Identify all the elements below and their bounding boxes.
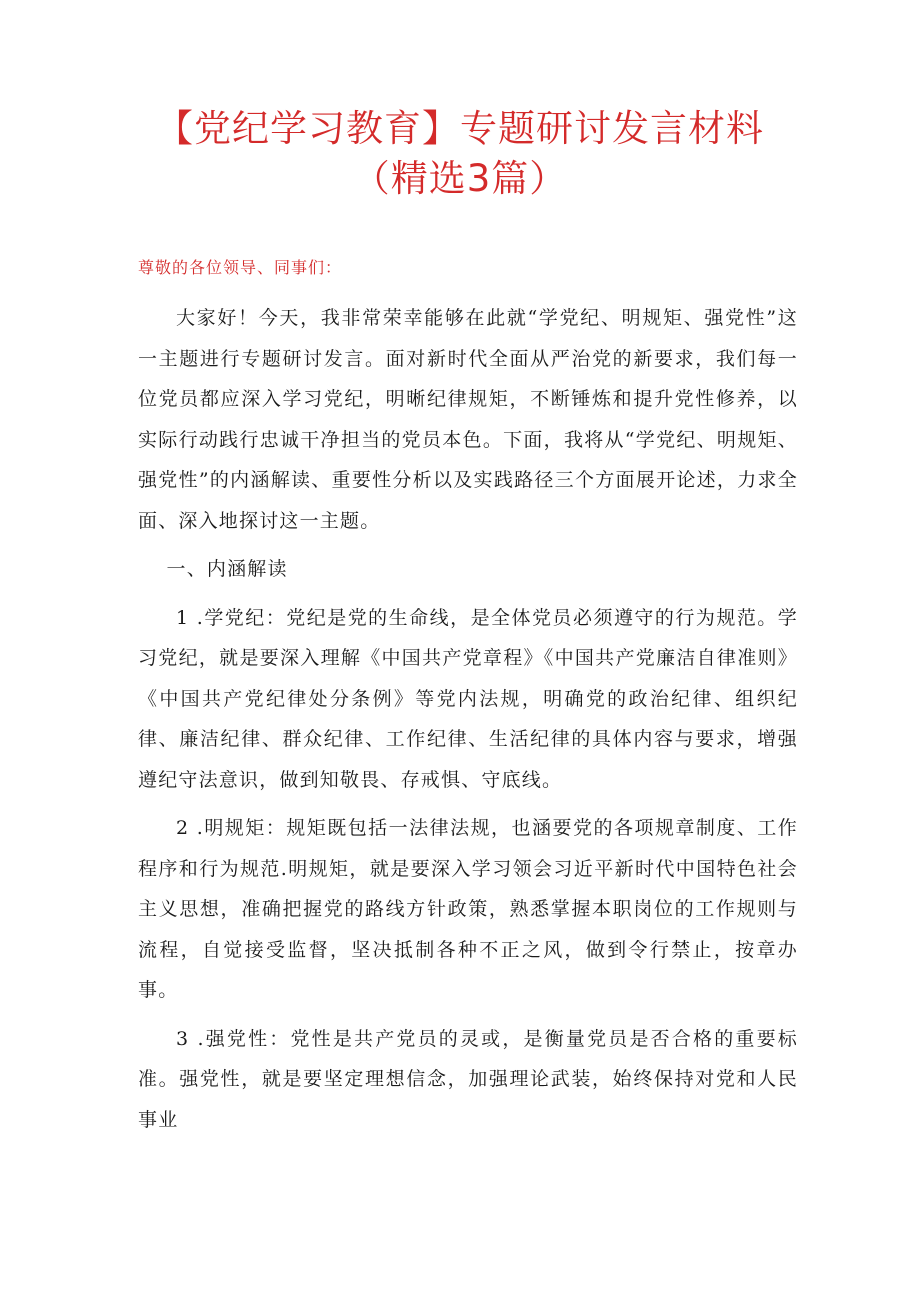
section-heading: 一、内涵解读 bbox=[166, 558, 288, 580]
body-paragraph: 3 .强党性：党性是共产党员的灵或，是衡量党员是否合格的重要标准。强党性，就是要坚定理想信念，加强理论武装，始终保持对党和人民事业 bbox=[138, 1027, 798, 1131]
salutation: 尊敬的各位领导、同事们： bbox=[138, 258, 343, 277]
body-paragraph: 1 .学党纪：党纪是党的生命线，是全体党员必须遵守的行为规范。学习党纪，就是要深入理解《中国共产党章程》《中国共产党廉洁自律准则》《中国共产党纪律处分条例》等党内法规，明确党的政治纪律、组织纪律、廉洁纪律、群众纪律、工作纪律、生活纪律的具体内容与要求，增强遵纪守法意识，做到知敬畏、存戒惧、守底线。 bbox=[138, 606, 798, 791]
document-title: 【党纪学习教育】专题研讨发言材料（精选3篇） bbox=[156, 107, 764, 200]
document-body bbox=[138, 298, 798, 1148]
body-paragraph: 2 .明规矩：规矩既包括一法律法规，也涵要党的各项规章制度、工作程序和行为规范.明规矩，就是要深入学习领会习近平新时代中国特色社会主义思想，准确把握党的路线方针政策，熟悉掌握本职岗位的工作规则与流程，自觉接受监督，坚决抵制各种不正之风，做到令行禁止，按章办事。 bbox=[138, 817, 798, 1001]
intro-paragraph: 大家好！今天，我非常荣幸能够在此就“学党纪、明规矩、强党性”这一主题进行专题研讨发言。面对新时代全面从严治党的新要求，我们每一位党员都应深入学习党纪，明晰纪律规矩，不断锤炼和提升党性修养，以实际行动践行忠诚干净担当的党员本色。下面，我将从“学党纪、明规矩、强党性”的内涵解读、重要性分析以及实践路径三个方面展开论述，力求全面、深入地探讨这一主题。 bbox=[138, 307, 798, 532]
